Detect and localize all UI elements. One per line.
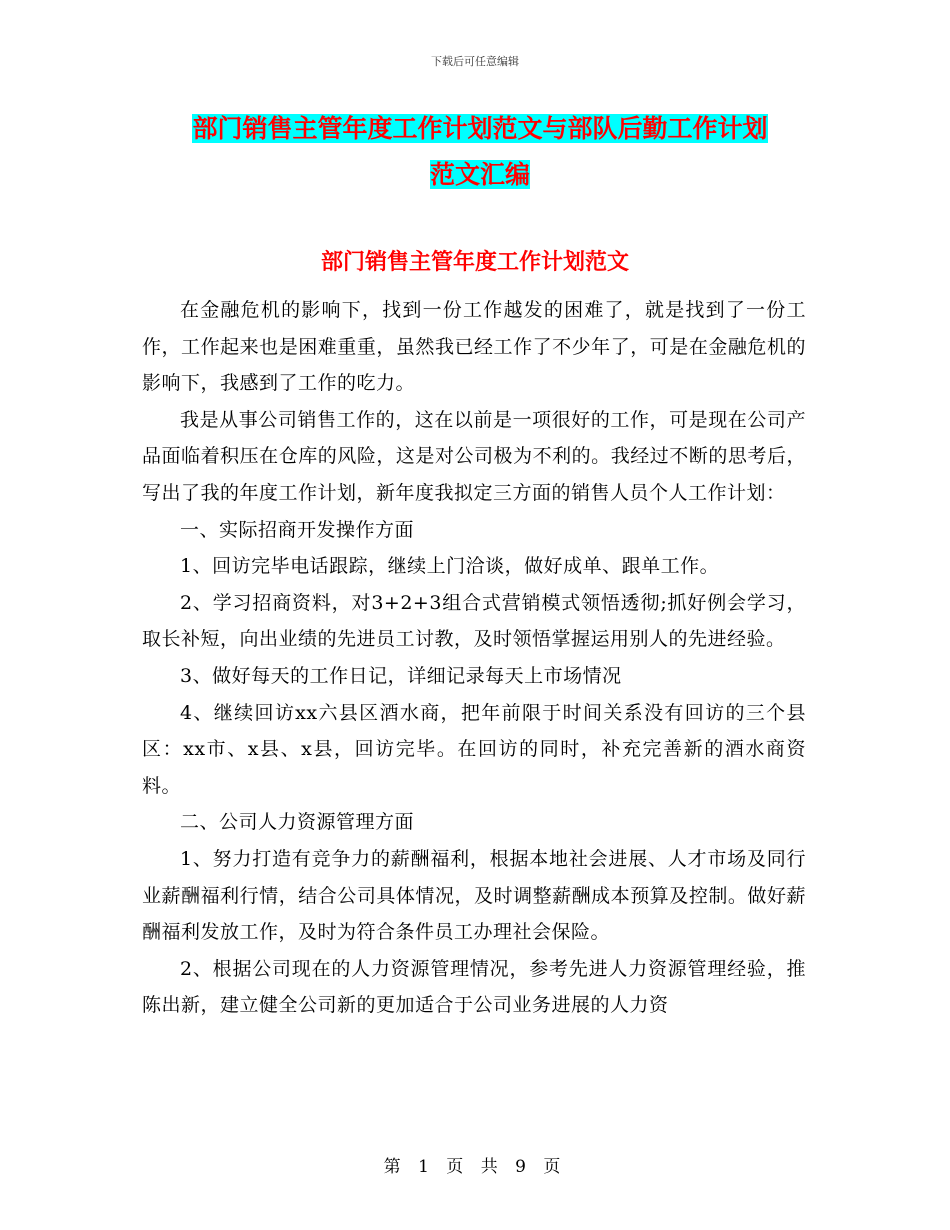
paragraph: 1、回访完毕电话跟踪，继续上门洽谈，做好成单、跟单工作。 — [180, 555, 720, 578]
paragraph: 1、努力打造有竞争力的薪酬福利，根据本地社会进展、人才市场及同行业薪酬福利行情，结合公司具体情况，及时调整薪酬成本预算及控制。做好薪酬福利发放工作，及时为符合条件员工办理社会保险。 — [142, 847, 806, 944]
paragraph: 2、根据公司现在的人力资源管理情况，参考先进人力资源管理经验，推陈出新，建立健全公司新的更加适合于公司业务进展的人力资 — [142, 957, 806, 1017]
paragraph: 二、公司人力资源管理方面 — [180, 811, 415, 834]
paragraph: 我是从事公司销售工作的，这在以前是一项很好的工作，可是现在公司产品面临着积压在仓库的风险，这是对公司极为不利的。我经过不断的思考后，写出了我的年度工作计划，新年度我拟定三方面的销售人员个人工作计划： — [142, 408, 806, 504]
paragraph: 2、学习招商资料，对3+2+3组合式营销模式领悟透彻;抓好例会学习，取长补短，向出业绩的先进员工讨教，及时领悟掌握运用别人的先进经验。 — [142, 591, 806, 651]
header-note: 下载后可任意编辑 — [431, 55, 519, 68]
paragraph: 一、实际招商开发操作方面 — [180, 518, 415, 541]
body-text — [142, 292, 806, 1024]
page-footer: 第 1 页 共 9 页 — [383, 1157, 567, 1177]
main-title-line-1: 部门销售主管年度工作计划范文与部队后勤工作计划 — [192, 114, 768, 143]
main-title-line-2: 范文汇编 — [429, 160, 530, 189]
paragraph: 4、继续回访xx六县区酒水商，把年前限于时间关系没有回访的三个县区：xx市、x县、x县，回访完毕。在回访的同时，补充完善新的酒水商资料。 — [142, 701, 806, 797]
paragraph: 在金融危机的影响下，找到一份工作越发的困难了，就是找到了一份工作，工作起来也是困难重重，虽然我已经工作了不少年了，可是在金融危机的影响下，我感到了工作的吃力。 — [142, 299, 806, 395]
main-title — [140, 106, 820, 198]
section-title: 部门销售主管年度工作计划范文 — [320, 250, 629, 275]
paragraph: 3、做好每天的工作日记，详细记录每天上市场情况 — [180, 664, 622, 687]
